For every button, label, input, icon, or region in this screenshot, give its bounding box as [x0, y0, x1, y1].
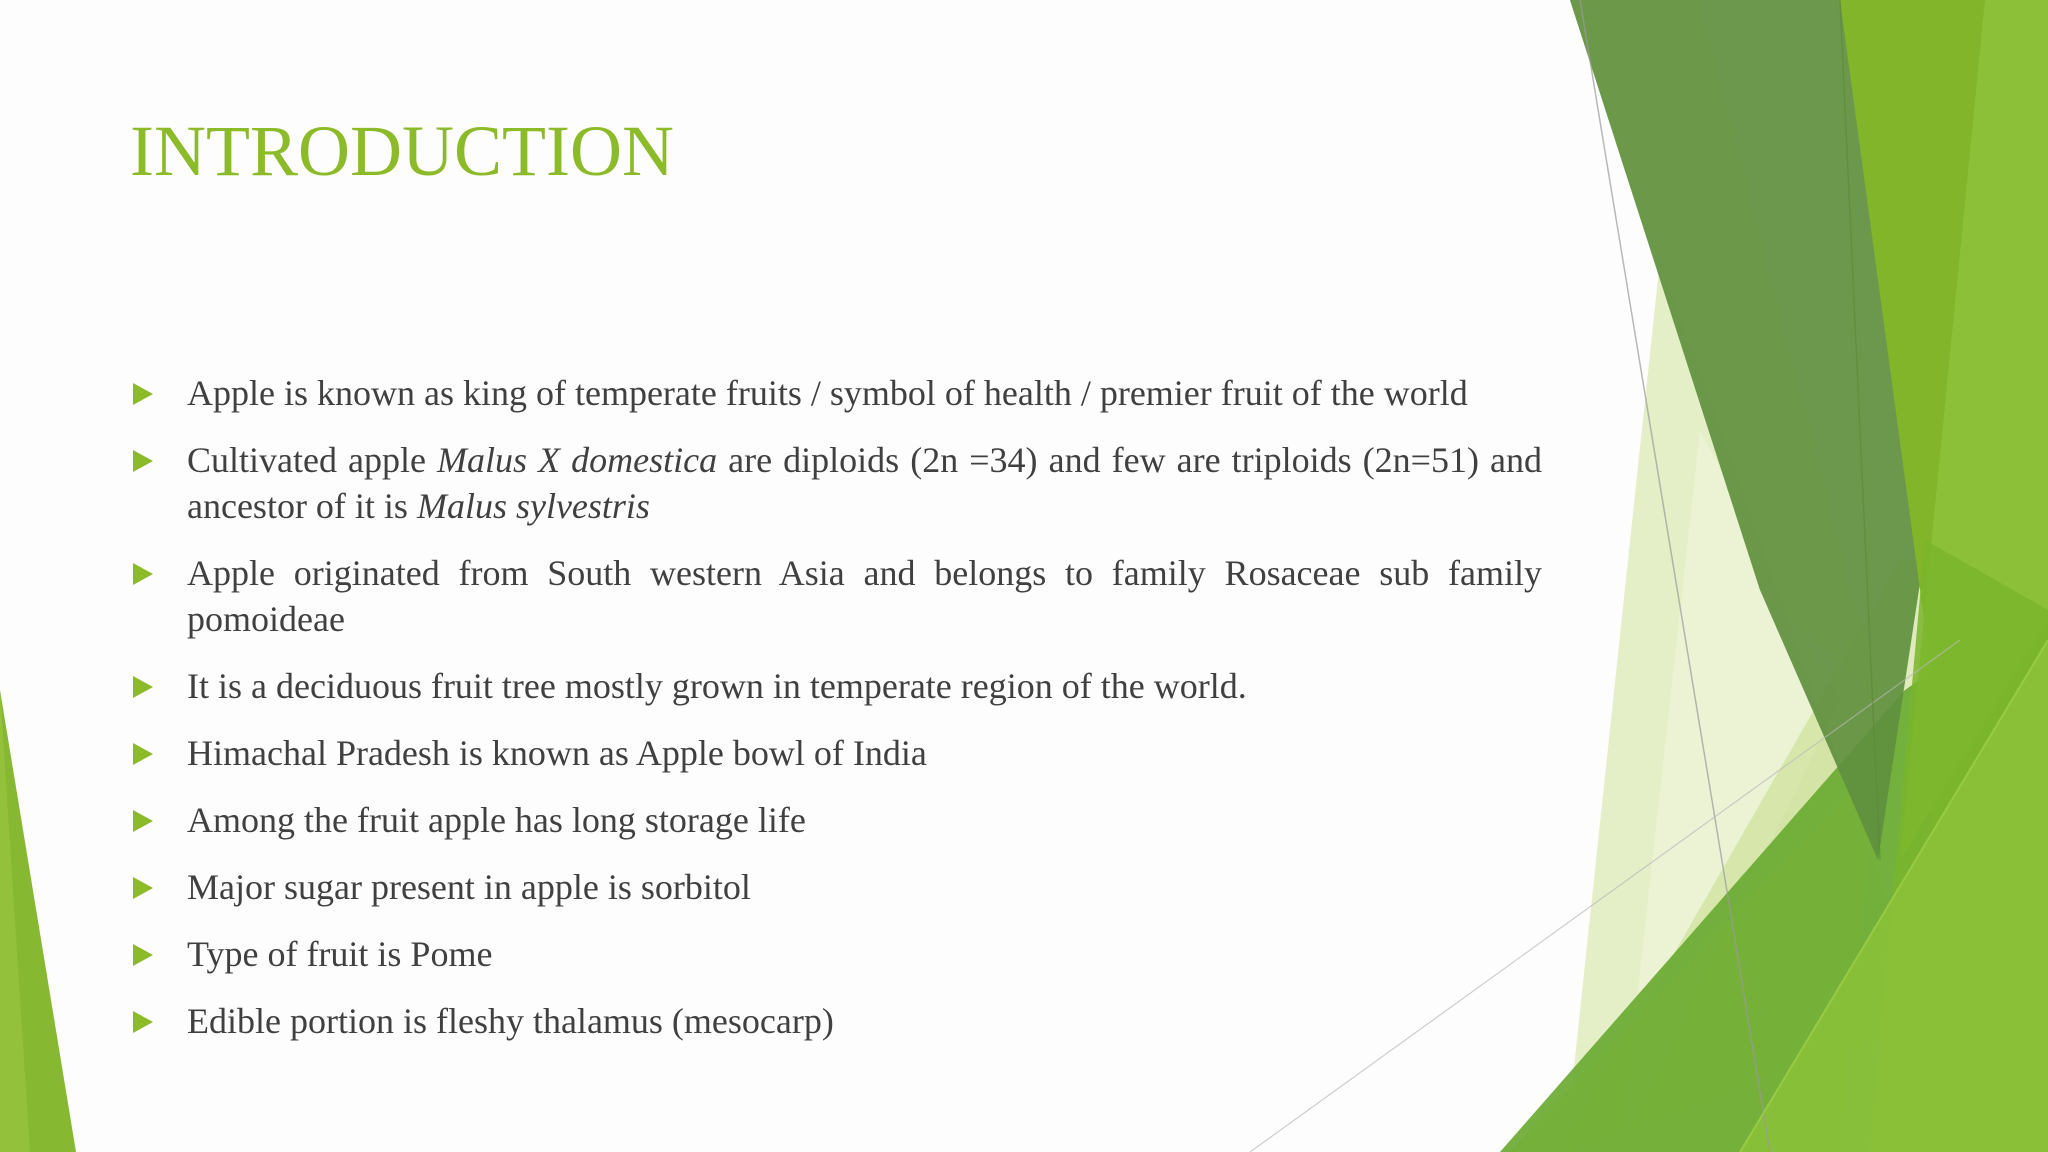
bullet-text: Among the fruit apple has long storage life [187, 800, 806, 840]
list-item [130, 550, 1542, 642]
triangle-right-icon [133, 450, 153, 472]
triangle-right-icon [133, 563, 153, 585]
list-item [130, 797, 1542, 843]
list-item [130, 864, 1542, 910]
list-item [130, 931, 1542, 977]
bullet-text [187, 440, 1542, 526]
triangle-right-icon [133, 877, 153, 899]
bullet-text: It is a deciduous fruit tree mostly grown in temperate region of the world. [187, 666, 1247, 706]
bullet-text-part: Cultivated apple [187, 440, 438, 480]
slide-title: INTRODUCTION [130, 111, 674, 191]
bullet-text: Type of fruit is Pome [187, 934, 493, 974]
bullet-text: Apple originated from South western Asia and belongs to family Rosaceae sub family pomoideae [187, 553, 1542, 639]
bullet-text: Edible portion is fleshy thalamus (mesocarp) [187, 1001, 834, 1041]
list-item [130, 437, 1542, 529]
bullet-text: Apple is known as king of temperate fruits / symbol of health / premier fruit of the world [187, 373, 1468, 413]
list-item [130, 730, 1542, 776]
species-name: Malus sylvestris [416, 486, 650, 526]
triangle-right-icon [133, 743, 153, 765]
bullet-text-part: are diploids (2n =34) and few are triploids (2n=51) and ancestor of it is [187, 440, 1542, 526]
list-item [130, 370, 1542, 416]
triangle-right-icon [133, 810, 153, 832]
list-item [130, 998, 1542, 1044]
triangle-right-icon [133, 944, 153, 966]
triangle-right-icon [133, 676, 153, 698]
bullet-text: Major sugar present in apple is sorbitol [187, 867, 751, 907]
bullet-text: Himachal Pradesh is known as Apple bowl of India [187, 733, 927, 773]
triangle-right-icon [133, 383, 153, 405]
species-name: Malus X domestica [437, 440, 718, 480]
list-item [130, 663, 1542, 709]
bullet-list [130, 370, 1542, 1065]
triangle-right-icon [133, 1011, 153, 1033]
